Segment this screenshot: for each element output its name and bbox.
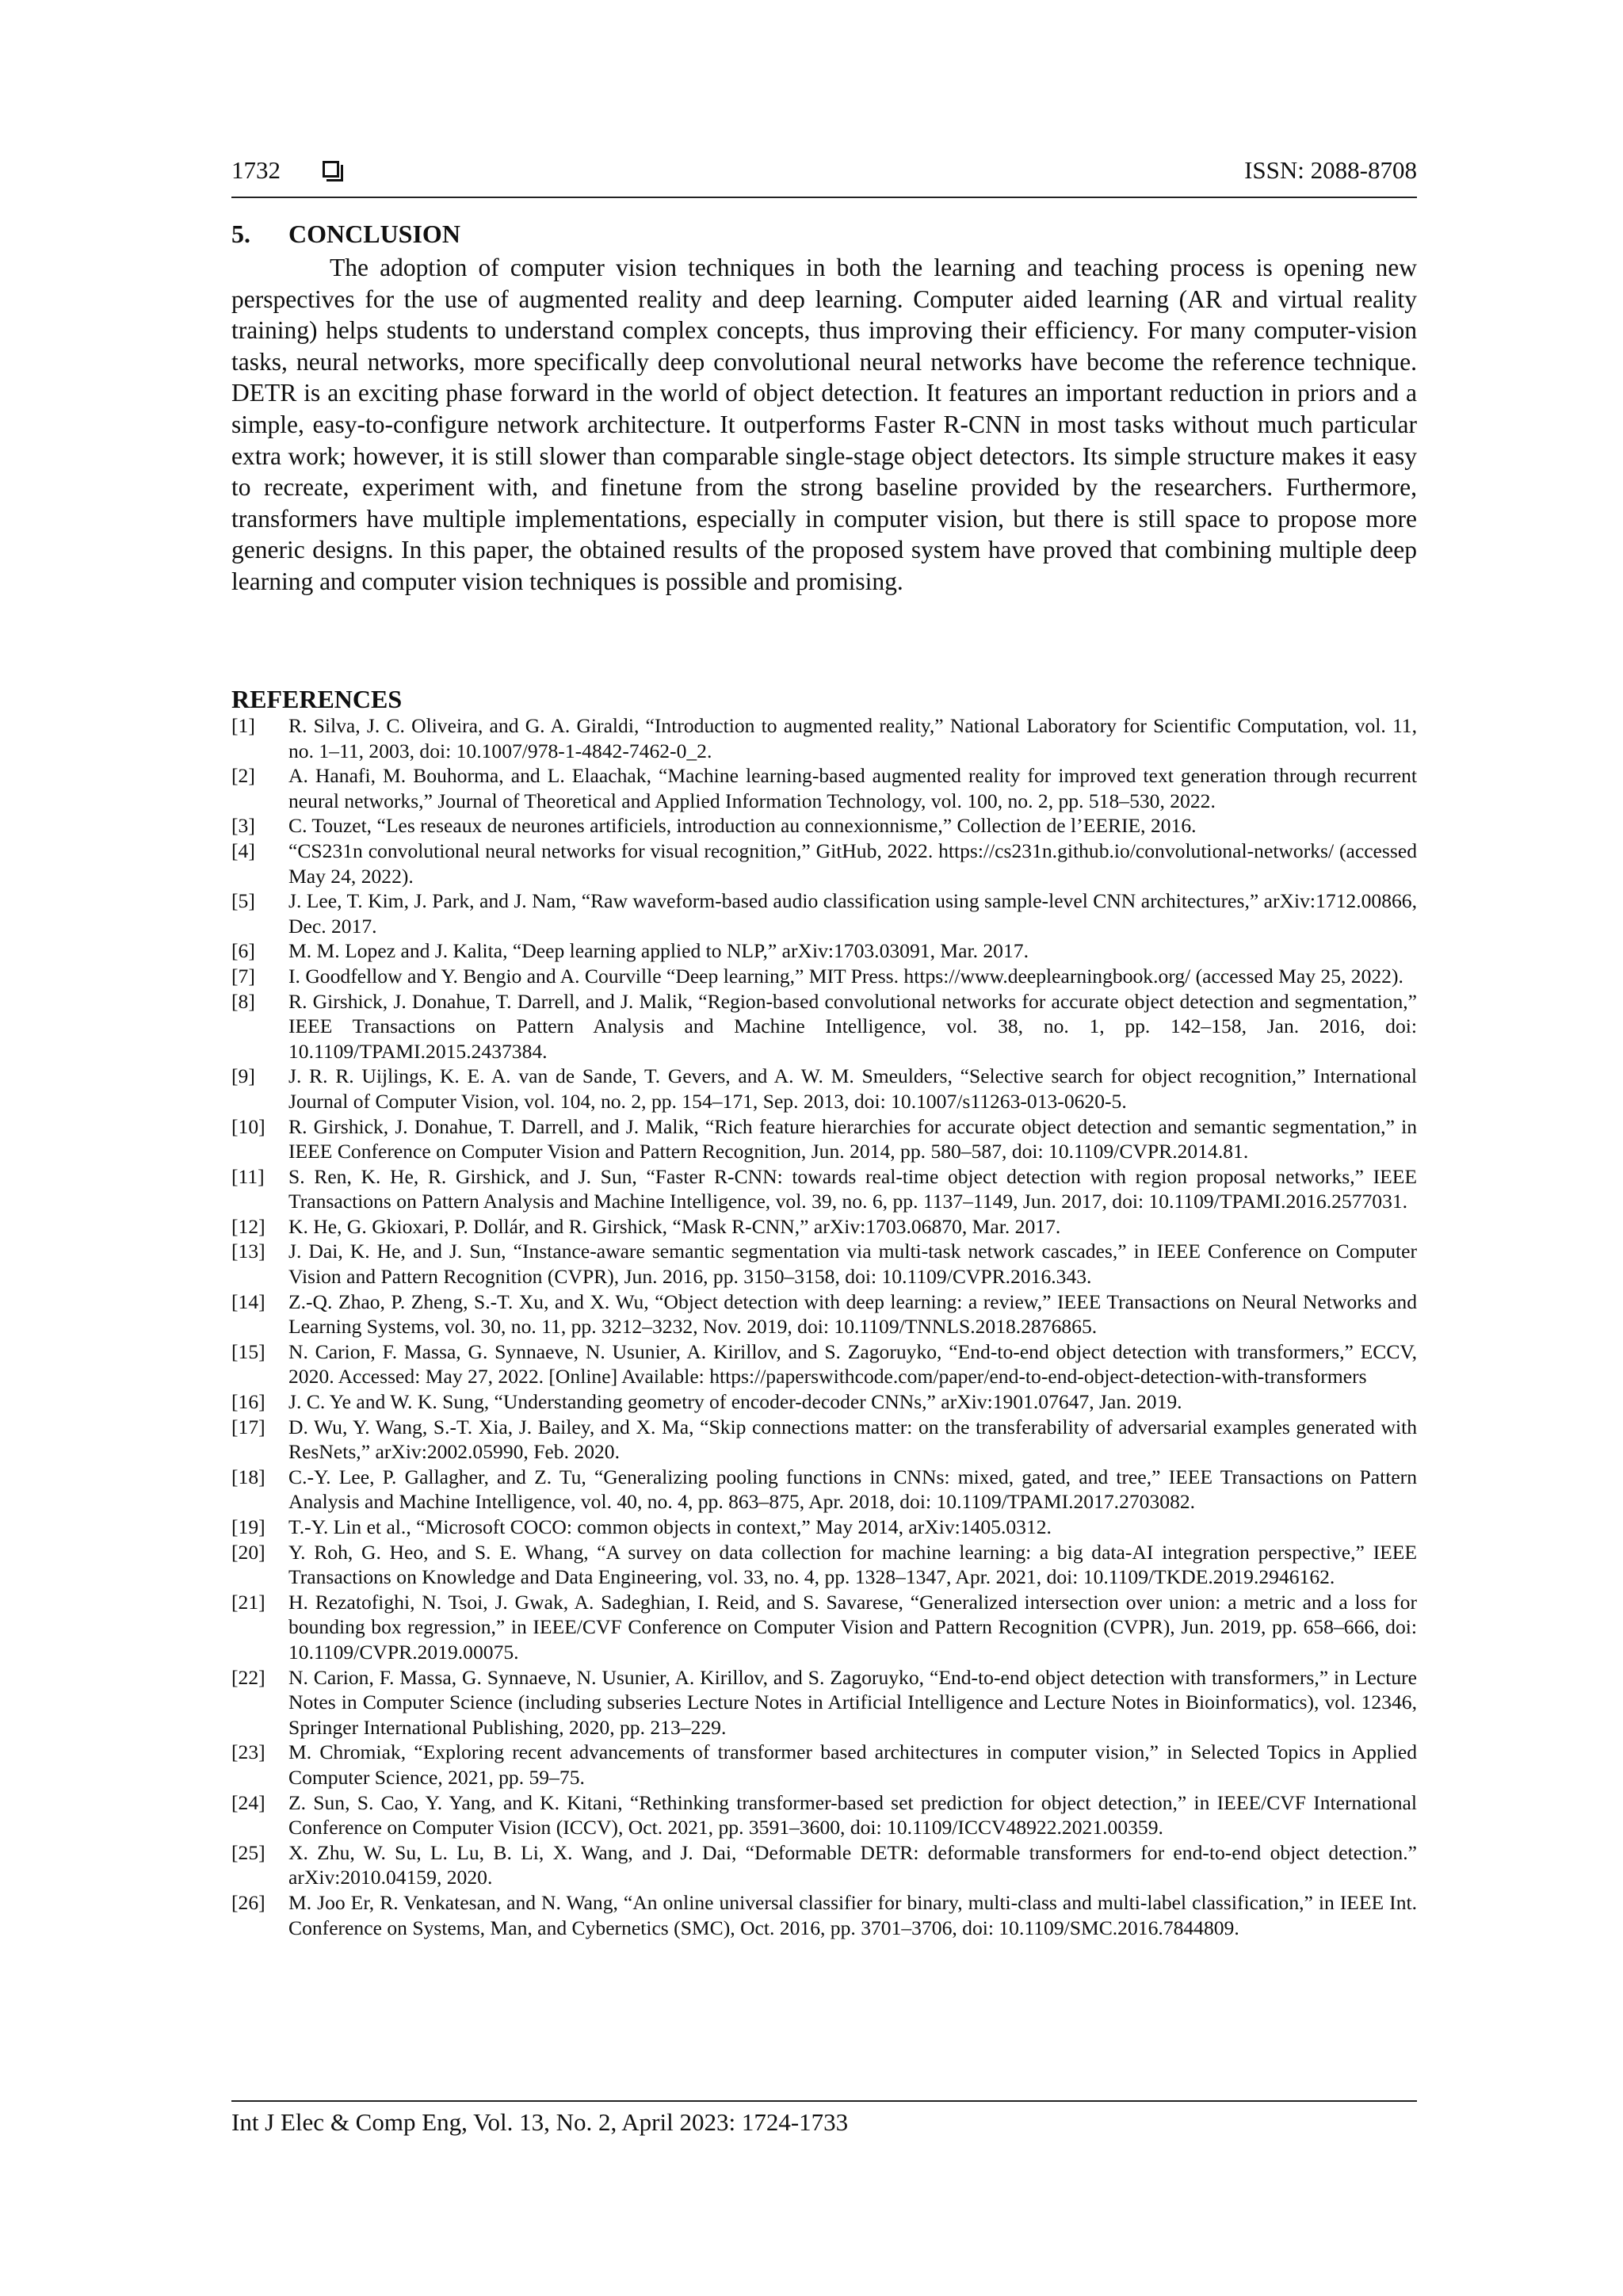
reference-number: [21] (231, 1590, 265, 1614)
reference-text: C. Touzet, “Les reseaux de neurones artificiels, introduction au connexionnisme,” Collection de l’EERIE, 2016. (288, 814, 1197, 838)
reference-number: [19] (231, 1515, 265, 1538)
reference-text: Z.-Q. Zhao, P. Zheng, S.-T. Xu, and X. Wu, “Object detection with deep learning: a review,” IEEE Transactions on Neural Networks and Learning Systems, vol. 30, no. 11, pp. 3212–3232, Nov. 2019, doi: 10.1109/TNNLS.2018.2876865. (288, 1289, 1417, 1339)
footer-divider (231, 2100, 1417, 2102)
reference-number: [1] (231, 714, 255, 737)
issn-label: ISSN: 2088-8708 (1244, 156, 1417, 184)
reference-item (231, 1790, 1417, 1840)
reference-item (231, 1740, 1417, 1790)
reference-number: [11] (231, 1164, 265, 1188)
reference-text: Y. Roh, G. Heo, and S. E. Whang, “A survey on data collection for machine learning: a big data-AI integration perspective,” IEEE Transactions on Knowledge and Data Engineering, vol. 33, no. 4, pp. 1328–1347, Apr. 2021, doi: 10.1109/TKDE.2019.2946162. (288, 1540, 1417, 1589)
reference-text: M. M. Lopez and J. Kalita, “Deep learning applied to NLP,” arXiv:1703.03091, Mar. 2017. (288, 939, 1029, 963)
page-footer: Int J Elec & Comp Eng, Vol. 13, No. 2, April 2023: 1724-1733 (231, 2108, 849, 2136)
conclusion-paragraph: The adoption of computer vision techniques in both the learning and teaching process is opening new perspectives for the use of augmented reality and deep learning. Computer aided learning (AR and virtual reality training) helps students to understand complex concepts, thus improving their efficiency. For many computer-vision tasks, neural networks, more specifically deep convolutional neural networks have become the reference technique. DETR is an exciting phase forward in the world of object detection. It features an important reduction in priors and a simple, easy-to-configure network architecture. It outperforms Faster R-CNN in most tasks without much particular extra work; however, it is still slower than comparable single-stage object detectors. Its simple structure makes it easy to recreate, experiment with, and finetune from the strong baseline provided by the researchers. Furthermore, transformers have multiple implementations, especially in computer vision, but there is still space to propose more generic designs. In this paper, the obtained results of the proposed system have proved that combining multiple deep learning and computer vision techniques is possible and promising. (231, 254, 1417, 595)
reference-text: Z. Sun, S. Cao, Y. Yang, and K. Kitani, “Rethinking transformer-based set prediction for object detection,” in IEEE/CVF International Conference on Computer Vision (ICCV), Oct. 2021, pp. 3591–3600, doi: 10.1109/ICCV48922.2021.00359. (288, 1790, 1417, 1839)
reference-item (231, 1339, 1417, 1389)
reference-number: [7] (231, 964, 255, 988)
reference-text: T.-Y. Lin et al., “Microsoft COCO: common objects in context,” May 2014, arXiv:1405.0312. (288, 1515, 1052, 1538)
reference-text: K. He, G. Gkioxari, P. Dollár, and R. Girshick, “Mask R-CNN,” arXiv:1703.06870, Mar. 2017. (288, 1214, 1061, 1238)
page-number: 1732 (231, 156, 281, 184)
reference-item (231, 1415, 1417, 1465)
reference-text: N. Carion, F. Massa, G. Synnaeve, N. Usunier, A. Kirillov, and S. Zagoruyko, “End-to-end object detection with transformers,” ECCV, 2020. Accessed: May 27, 2022. [Online] Available: https://paperswithcode.com/paper/end-to-end-object-detection-with-transformers (288, 1339, 1417, 1389)
reference-text: R. Girshick, J. Donahue, T. Darrell, and J. Malik, “Rich feature hierarchies for accurate object detection and semantic segmentation,” in IEEE Conference on Computer Vision and Pattern Recognition, Jun. 2014, pp. 580–587, doi: 10.1109/CVPR.2014.81. (288, 1114, 1417, 1163)
reference-text: J. Lee, T. Kim, J. Park, and J. Nam, “Raw waveform-based audio classification using sample-level CNN architectures,” arXiv:1712.00866, Dec. 2017. (288, 889, 1417, 938)
reference-item (231, 938, 1417, 964)
reference-number: [10] (231, 1114, 265, 1138)
reference-item (231, 1590, 1417, 1665)
reference-number: [22] (231, 1665, 265, 1689)
reference-item (231, 1840, 1417, 1890)
reference-text: X. Zhu, W. Su, L. Lu, B. Li, X. Wang, and J. Dai, “Deformable DETR: deformable transformers for end-to-end object detection.” arXiv:2010.04159, 2020. (288, 1840, 1417, 1889)
reference-number: [4] (231, 839, 255, 862)
reference-text: N. Carion, F. Massa, G. Synnaeve, N. Usunier, A. Kirillov, and S. Zagoruyko, “End-to-end object detection with transformers,” in Lecture Notes in Computer Science (including subseries Lecture Notes in Artificial Intelligence and Lecture Notes in Bioinformatics), vol. 12346, Springer International Publishing, 2020, pp. 213–229. (288, 1665, 1417, 1739)
reference-item (231, 1515, 1417, 1540)
reference-text: R. Girshick, J. Donahue, T. Darrell, and J. Malik, “Region-based convolutional networks for accurate object detection and segmentation,” IEEE Transactions on Pattern Analysis and Machine Intelligence, vol. 38, no. 1, pp. 142–158, Jan. 2016, doi: 10.1109/TPAMI.2015.2437384. (288, 989, 1417, 1063)
reference-text: H. Rezatofighi, N. Tsoi, J. Gwak, A. Sadeghian, I. Reid, and S. Savarese, “Generalized intersection over union: a metric and a loss for bounding box regression,” in IEEE/CVF Conference on Computer Vision and Pattern Recognition (CVPR), Jun. 2019, pp. 658–666, doi: 10.1109/CVPR.2019.00075. (288, 1590, 1417, 1664)
reference-item (231, 1389, 1417, 1415)
reference-number: [24] (231, 1790, 265, 1814)
reference-number: [9] (231, 1064, 255, 1088)
reference-item (231, 839, 1417, 888)
reference-text: M. Joo Er, R. Venkatesan, and N. Wang, “An online universal classifier for binary, multi-class and multi-label classification,” in IEEE Int. Conference on Systems, Man, and Cybernetics (SMC), Oct. 2016, pp. 3701–3706, doi: 10.1109/SMC.2016.7844809. (288, 1890, 1417, 1939)
reference-number: [14] (231, 1289, 265, 1313)
reference-number: [13] (231, 1240, 265, 1263)
reference-number: [23] (231, 1740, 265, 1764)
section-title: CONCLUSION (288, 220, 460, 248)
reference-text: J. Dai, K. He, and J. Sun, “Instance-aware semantic segmentation via multi-task network cascades,” in IEEE Conference on Computer Vision and Pattern Recognition (CVPR), Jun. 2016, pp. 3150–3158, doi: 10.1109/CVPR.2016.343. (288, 1240, 1417, 1289)
reference-item (231, 1665, 1417, 1740)
reference-number: [6] (231, 939, 255, 963)
reference-number: [26] (231, 1890, 265, 1914)
reference-item (231, 1540, 1417, 1590)
reference-number: [16] (231, 1390, 265, 1414)
reference-item (231, 964, 1417, 989)
reference-number: [5] (231, 889, 255, 913)
reference-text: J. R. R. Uijlings, K. E. A. van de Sande, T. Gevers, and A. W. M. Smeulders, “Selective search for object recognition,” International Journal of Computer Vision, vol. 104, no. 2, pp. 154–171, Sep. 2013, doi: 10.1007/s11263-013-0620-5. (288, 1064, 1417, 1113)
reference-item (231, 1064, 1417, 1114)
reference-text: C.-Y. Lee, P. Gallagher, and Z. Tu, “Generalizing pooling functions in CNNs: mixed, gated, and tree,” IEEE Transactions on Pattern Analysis and Machine Intelligence, vol. 40, no. 4, pp. 863–875, Apr. 2018, doi: 10.1109/TPAMI.2017.2703082. (288, 1465, 1417, 1514)
reference-text: J. C. Ye and W. K. Sung, “Understanding geometry of encoder-decoder CNNs,” arXiv:1901.07647, Jan. 2019. (288, 1390, 1182, 1414)
references-heading: REFERENCES (231, 685, 403, 713)
header-divider (231, 197, 1417, 198)
reference-text: R. Silva, J. C. Oliveira, and G. A. Giraldi, “Introduction to augmented reality,” National Laboratory for Scientific Computation, vol. 11, no. 1–11, 2003, doi: 10.1007/978-1-4842-7462-0_2. (288, 714, 1417, 762)
reference-text: S. Ren, K. He, R. Girshick, and J. Sun, “Faster R-CNN: towards real-time object detection with region proposal networks,” IEEE Transactions on Pattern Analysis and Machine Intelligence, vol. 39, no. 6, pp. 1137–1149, Jun. 2017, doi: 10.1109/TPAMI.2016.2577031. (288, 1164, 1417, 1213)
reference-item (231, 888, 1417, 938)
reference-item (231, 1164, 1417, 1214)
reference-number: [12] (231, 1214, 265, 1238)
reference-text: A. Hanafi, M. Bouhorma, and L. Elaachak, “Machine learning-based augmented reality for improved text generation through recurrent neural networks,” Journal of Theoretical and Applied Information Technology, vol. 100, no. 2, pp. 518–530, 2022. (288, 764, 1417, 812)
reference-item (231, 763, 1417, 813)
reference-number: [20] (231, 1540, 265, 1564)
reference-number: [18] (231, 1465, 265, 1488)
reference-item (231, 1890, 1417, 1940)
reference-item (231, 1114, 1417, 1164)
reference-item (231, 713, 1417, 763)
page-header (231, 155, 1417, 193)
reference-number: [17] (231, 1415, 265, 1438)
reference-text: I. Goodfellow and Y. Bengio and A. Courville “Deep learning,” MIT Press. https://www.deeplearningbook.org/ (accessed May 25, 2022). (288, 964, 1403, 988)
section-number: 5. (231, 220, 250, 248)
reference-item (231, 1465, 1417, 1515)
checkbox-square-icon (323, 161, 339, 178)
section-heading (231, 218, 460, 250)
reference-item (231, 813, 1417, 839)
reference-number: [3] (231, 814, 255, 838)
reference-number: [15] (231, 1339, 265, 1363)
reference-number: [8] (231, 989, 255, 1013)
reference-number: [25] (231, 1840, 265, 1864)
reference-item (231, 1214, 1417, 1240)
references-list (231, 713, 1417, 1940)
reference-item (231, 1239, 1417, 1289)
reference-text: M. Chromiak, “Exploring recent advancements of transformer based architectures in computer vision,” in Selected Topics in Applied Computer Science, 2021, pp. 59–75. (288, 1740, 1417, 1789)
reference-item (231, 989, 1417, 1064)
reference-number: [2] (231, 764, 255, 788)
reference-text: “CS231n convolutional neural networks for visual recognition,” GitHub, 2022. https://cs231n.github.io/convolutional-networks/ (accessed May 24, 2022). (288, 839, 1417, 888)
reference-text: D. Wu, Y. Wang, S.-T. Xia, J. Bailey, and X. Ma, “Skip connections matter: on the transferability of adversarial examples generated with ResNets,” arXiv:2002.05990, Feb. 2020. (288, 1415, 1417, 1464)
reference-item (231, 1289, 1417, 1339)
